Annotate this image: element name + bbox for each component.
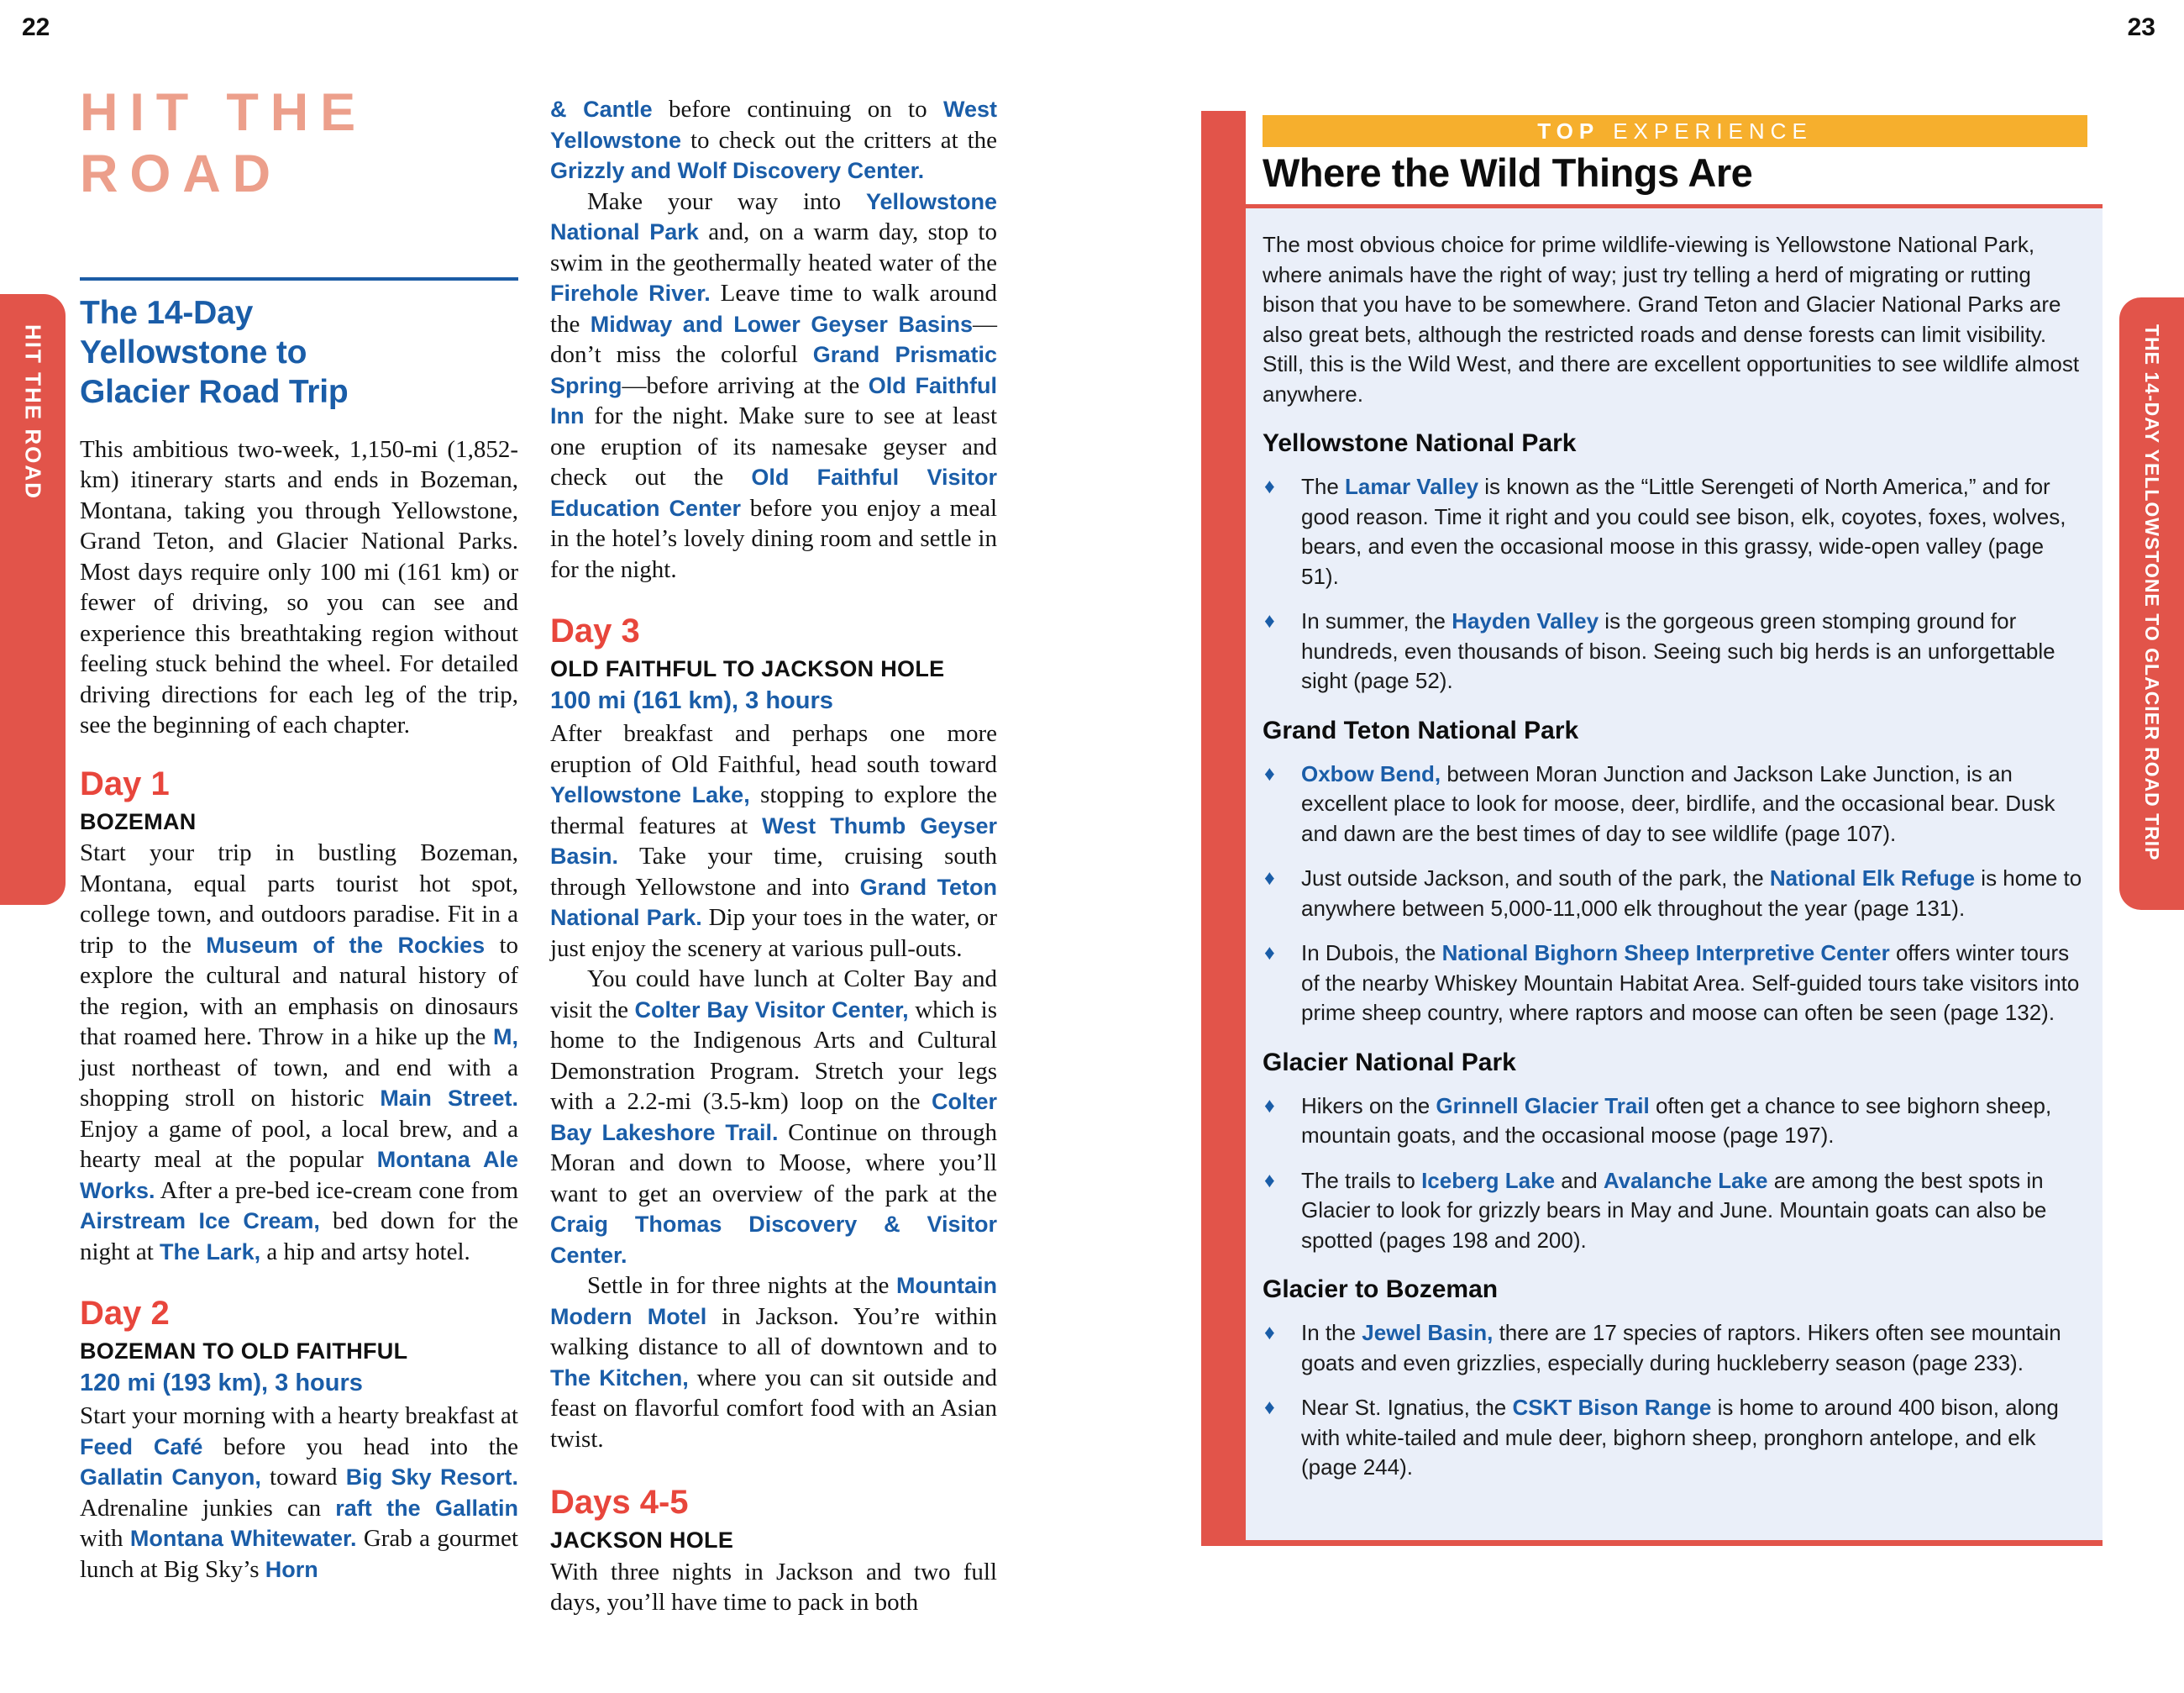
bullet-item: [1263, 1318, 2082, 1378]
day-3-paragraph-3: Settle in for three nights at the Mountain Modern Motel in Jackson. You’re within walking distance to all of downtown and to The Kitchen, where you can sit outside and feast on flavorful comfort food with an Asian twist.: [550, 1272, 997, 1453]
diamond-bullet-icon: ♦: [1264, 761, 1275, 786]
bullet-item: [1263, 607, 2082, 697]
bullet-item: [1263, 1166, 2082, 1256]
box-section-heading-grand-teton: Grand Teton National Park: [1263, 716, 1579, 744]
bullet-text: In summer, the Hayden Valley is the gorgeous green stomping ground for hundreds, even thousands of bison. Seeing such big herds is an unforgettable sight (page 52).: [1301, 608, 2055, 693]
bullet-text: In Dubois, the National Bighorn Sheep Interpretive Center offers winter tours of the nearby Whiskey Mountain Habitat Area. Self-guided tours take visitors into prime sheep country, where raptors and moose can often be seen (page 132).: [1301, 940, 2080, 1025]
bullet-item: [1263, 939, 2082, 1028]
left-tab-label: HIT THE ROAD: [20, 324, 46, 500]
day-3-paragraph-1: After breakfast and perhaps one more eruption of Old Faithful, head south toward Yellowstone Lake, stopping to explore the thermal features at West Thumb Geyser Basin. Take your time, cruising south through Yellowstone and into Grand Teton National Park. Dip your toes in the water, or just enjoy the scenery at various pull-outs.: [550, 720, 997, 962]
diamond-bullet-icon: ♦: [1264, 475, 1275, 498]
left-page-column-2: [550, 94, 997, 1618]
bullet-text: Near St. Ignatius, the CSKT Bison Range is home to around 400 bison, along with white-tailed and mule deer, bighorn sheep, pronghorn antelope, and elk (page 244).: [1301, 1395, 2059, 1480]
trip-title-line-1: The 14-Day: [80, 295, 254, 332]
day-3-paragraph-2: You could have lunch at Colter Bay and visit the Colter Bay Visitor Center, which is home to the Indigenous Arts and Cultural Demonstration Program. Stretch your legs with a 2.2-mi (3.5-km) loop on the Colter Bay Lakeshore Trail. Continue on through Moran and down to Moose, where you’ll want to get an overview of the park at the Craig Thomas Discovery & Visitor Center.: [550, 965, 998, 1268]
bullet-text: The trails to Iceberg Lake and Avalanche Lake are among the best spots in Glacier to look for grizzly bears in May and June. Mountain goats can also be spotted (pages 198 and 200).: [1301, 1167, 2047, 1253]
top-experience-banner: [1263, 115, 2087, 147]
day-1-heading: Day 1: [80, 765, 170, 802]
yellowstone-paragraph: Make your way into Yellowstone National Park and, on a warm day, stop to swim in the geothermally heated water of the Firehole River. Leave time to walk around the Midway and Lower Geyser Basins—don’t miss the colorful Grand Prismatic Spring—before arriving at the Old Faithful Inn for the night. Make sure to see at least one eruption of its namesake geyser and check out the Old Faithful Visitor Education Center before you enjoy a meal in the hotel’s lovely dining room and settle in for the night.: [550, 187, 998, 583]
diamond-bullet-icon: ♦: [1264, 941, 1275, 965]
diamond-bullet-icon: ♦: [1264, 866, 1275, 890]
trip-title-line-3: Glacier Road Trip: [80, 373, 349, 410]
chapter-kicker: [80, 82, 518, 205]
bullet-item: [1263, 864, 2082, 923]
day-2-subhead: BOZEMAN TO OLD FAITHFUL: [80, 1338, 408, 1364]
page-number-right: 23: [2127, 13, 2155, 41]
kicker-line-2: ROAD: [80, 145, 282, 204]
page-number-left: 22: [22, 13, 50, 41]
diamond-bullet-icon: ♦: [1264, 1168, 1275, 1192]
bullet-text: In the Jewel Basin, there are 17 species of raptors. Hikers often see mountain goats and even grizzlies, especially during huckleberry season (page 233).: [1301, 1320, 2061, 1375]
days-4-5-heading: Days 4-5: [550, 1484, 689, 1522]
day-3-subhead: OLD FAITHFUL TO JACKSON HOLE: [550, 656, 945, 681]
trip-title-line-2: Yellowstone to: [80, 334, 307, 371]
trip-title: [80, 294, 518, 412]
bullet-item: [1263, 1393, 2082, 1483]
day-1-subhead: BOZEMAN: [80, 808, 197, 834]
box-section-heading-glacier-to-bozeman: Glacier to Bozeman: [1263, 1275, 1499, 1303]
banner-word-experience: EXPERIENCE: [1613, 118, 1813, 144]
banner-word-top: TOP: [1537, 118, 1600, 144]
diamond-bullet-icon: ♦: [1264, 1093, 1275, 1117]
box-title: Where the Wild Things Are: [1263, 150, 1753, 195]
box-section-heading-yellowstone: Yellowstone National Park: [1263, 429, 1577, 457]
days-4-5-paragraph: With three nights in Jackson and two full days, you’ll have time to pack in both: [550, 1558, 997, 1617]
left-edge-tab: [0, 294, 66, 905]
day-2-heading: Day 2: [80, 1295, 170, 1333]
day-3-heading: Day 3: [550, 613, 640, 649]
box-accent-bar: [1201, 111, 1246, 1546]
kicker-line-1: HIT THE: [80, 83, 368, 142]
wildlife-box: [1246, 204, 2103, 1546]
day-1-paragraph: Start your trip in bustling Bozeman, Montana, equal parts tourist hot spot, college town, and outdoors paradise. Fit in a trip to the Museum of the Rockies to explore the cultural and natural history of the region, with an emphasis on dinosaurs that roamed here. Throw in a hike up the M, just northeast of town, and end with a shopping stroll on historic Main Street. Enjoy a game of pool, a local brew, and a hearty meal at the popular Montana Ale Works. After a pre-bed ice-cream cone from Airstream Ice Cream, bed down for the night at The Lark, a hip and artsy hotel.: [80, 839, 519, 1265]
box-section-heading-glacier: Glacier National Park: [1263, 1048, 1516, 1076]
day-2-distance: 120 mi (193 km), 3 hours: [80, 1369, 363, 1396]
days-4-5-subhead: JACKSON HOLE: [550, 1527, 734, 1554]
day-2-paragraph: Start your morning with a hearty breakfast at Feed Café before you head into the Gallatin Canyon, toward Big Sky Resort. Adrenaline junkies can raft the Gallatin with Montana Whitewater. Grab a gourmet lunch at Big Sky’s Horn: [80, 1402, 519, 1583]
box-intro-paragraph: The most obvious choice for prime wildlife-viewing is Yellowstone National Park, where animals have the right of way; just try telling a herd of migrating or rutting bison that you have to be somewhere. Grand Teton and Glacier National Parks are also great bets, although the restricted roads and dense forests can limit visibility. Still, this is the Wild West, and there are excellent opportunities to see wildlife almost anywhere.: [1263, 232, 2080, 407]
diamond-bullet-icon: ♦: [1264, 1396, 1275, 1419]
bullet-text: Oxbow Bend, between Moran Junction and Jackson Lake Junction, is an excellent place to look for moose, deer, birdlife, and the occasional bear. Dusk and dawn are the best times of day to see wildlife (page 107).: [1301, 760, 2055, 846]
bullet-text: The Lamar Valley is known as the “Little Serengeti of North America,” and for good reason. Time it right and you could see bison, elk, coyotes, foxes, wolves, bears, and even the occasional moose in this grassy, wide-open valley (page 51).: [1301, 474, 2066, 589]
right-tab-label: THE 14-DAY YELLOWSTONE TO GLACIER ROAD TRIP: [2141, 324, 2163, 861]
diamond-bullet-icon: ♦: [1264, 1321, 1275, 1344]
bullet-item: [1263, 1091, 2082, 1151]
left-page-column-1: [80, 82, 518, 1585]
trip-intro-paragraph: This ambitious two-week, 1,150-mi (1,852-km) itinerary starts and ends in Bozeman, Montana, taking you through Yellowstone, Grand Teton, and Glacier National Parks. Most days require only 100 mi (161 km) or fewer of driving, so you can see and experience this breathtaking region without feeling stuck behind the wheel. For detailed driving directions for each leg of the trip, see the beginning of each chapter.: [80, 435, 518, 739]
diamond-bullet-icon: ♦: [1264, 609, 1275, 633]
bullet-item: [1263, 472, 2082, 591]
bullet-item: [1263, 760, 2082, 849]
bullet-text: Just outside Jackson, and south of the park, the National Elk Refuge is home to anywhere between 5,000-11,000 elk throughout the year (page 131).: [1301, 865, 2082, 921]
section-rule: [80, 277, 518, 281]
bullet-text: Hikers on the Grinnell Glacier Trail often get a chance to see bighorn sheep, mountain goats, and the occasional moose (page 197).: [1301, 1092, 2052, 1148]
day-3-distance: 100 mi (161 km), 3 hours: [550, 686, 833, 714]
right-edge-tab: [2119, 297, 2184, 910]
continuation-paragraph: & Cantle before continuing on to West Yellowstone to check out the critters at the Grizzly and Wolf Discovery Center.: [550, 96, 997, 183]
